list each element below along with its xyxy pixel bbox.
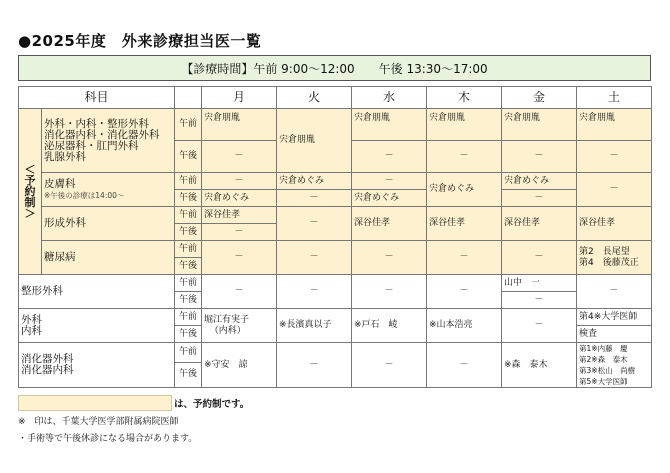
cell: 宍倉朋胤 [202, 109, 277, 141]
cell: 宍倉朋胤 [577, 109, 652, 141]
cell: 宍倉朋胤 [427, 109, 502, 141]
header-dept: 科目 [19, 87, 175, 109]
dept-surgery-internal: 外科 内科 [19, 309, 175, 343]
dept-dermatology: 皮膚科 ※午後の診療は14:00～ [42, 173, 175, 207]
dept-diabetes: 糖尿病 [42, 241, 175, 275]
page-title: ●2025年度 外来診療担当医一覧 [18, 32, 262, 50]
header-sat: 土 [577, 87, 652, 109]
dept-plastic-surgery: 形成外科 [42, 207, 175, 241]
cell: 宍倉朋胤 [502, 109, 577, 141]
legend-swatch [18, 395, 172, 411]
header-wed: 水 [352, 87, 427, 109]
cell: 宍倉朋胤 [352, 109, 427, 141]
consultation-hours: 【診療時間】午前 9:00～12:00 午後 13:30～17:00 [18, 55, 651, 81]
dept-gastro: 消化器外科 消化器内科 [19, 343, 175, 388]
cell: 宍倉朋胤 [277, 109, 352, 173]
schedule-table: 科目 月 火 水 木 金 土 ＜ 予 約 制 ＞ 外科・内科・整形外科 消化器内科・消化器外科 泌尿器科・肛門外科 乳腺外科 午前 宍倉朋胤 宍倉朋胤 宍倉朋胤 宍倉朋胤 宍倉朋胤 宍倉朋胤 午後 － － － － － 皮膚科 ※午後の診療は14:00～ 午前 － 宍倉めぐみ － 宍倉めぐみ 宍倉めぐみ － 午後 宍倉めぐみ － 宍倉めぐみ － 形成外科 午前 深谷佳孝 － 深谷佳孝 深谷佳孝 深谷佳孝 深谷佳孝 午後 － 糖尿病 午前 － － － － － 第2 長尾望 第4 後藤茂正 午後 整形外科 午前 － － － － 山中 一 － 午後 － 外科 内科 午前 堀江有実子 （内科） ※長濱真以子 ※戸石 崚 ※山本浩亮 － 第4※大学医師 午後 検査 消化器外科 消化器内科 午前 ※守安 諒 － － － ※森 泰木 第1※内藤 慶 第2※森 泰木 第3※松山 尚樹 第5※大学医師 午後 [18, 86, 652, 388]
note-surgery: ・手術等で午後休診になる場合があります。 [18, 434, 198, 444]
dept-general: 外科・内科・整形外科 消化器内科・消化器外科 泌尿器科・肛門外科 乳腺外科 [42, 109, 175, 173]
header-fri: 金 [502, 87, 577, 109]
legend-text: は、予約制です。 [174, 399, 250, 410]
reservation-label: ＜ 予 約 制 ＞ [19, 109, 42, 275]
table-header [19, 87, 652, 109]
header-mon: 月 [202, 87, 277, 109]
header-thu: 木 [427, 87, 502, 109]
note-university: ※ 印は、千葉大学医学部附属病院医師 [18, 417, 179, 427]
header-time [175, 87, 202, 109]
header-tue: 火 [277, 87, 352, 109]
dept-orthopedics: 整形外科 [19, 275, 175, 309]
